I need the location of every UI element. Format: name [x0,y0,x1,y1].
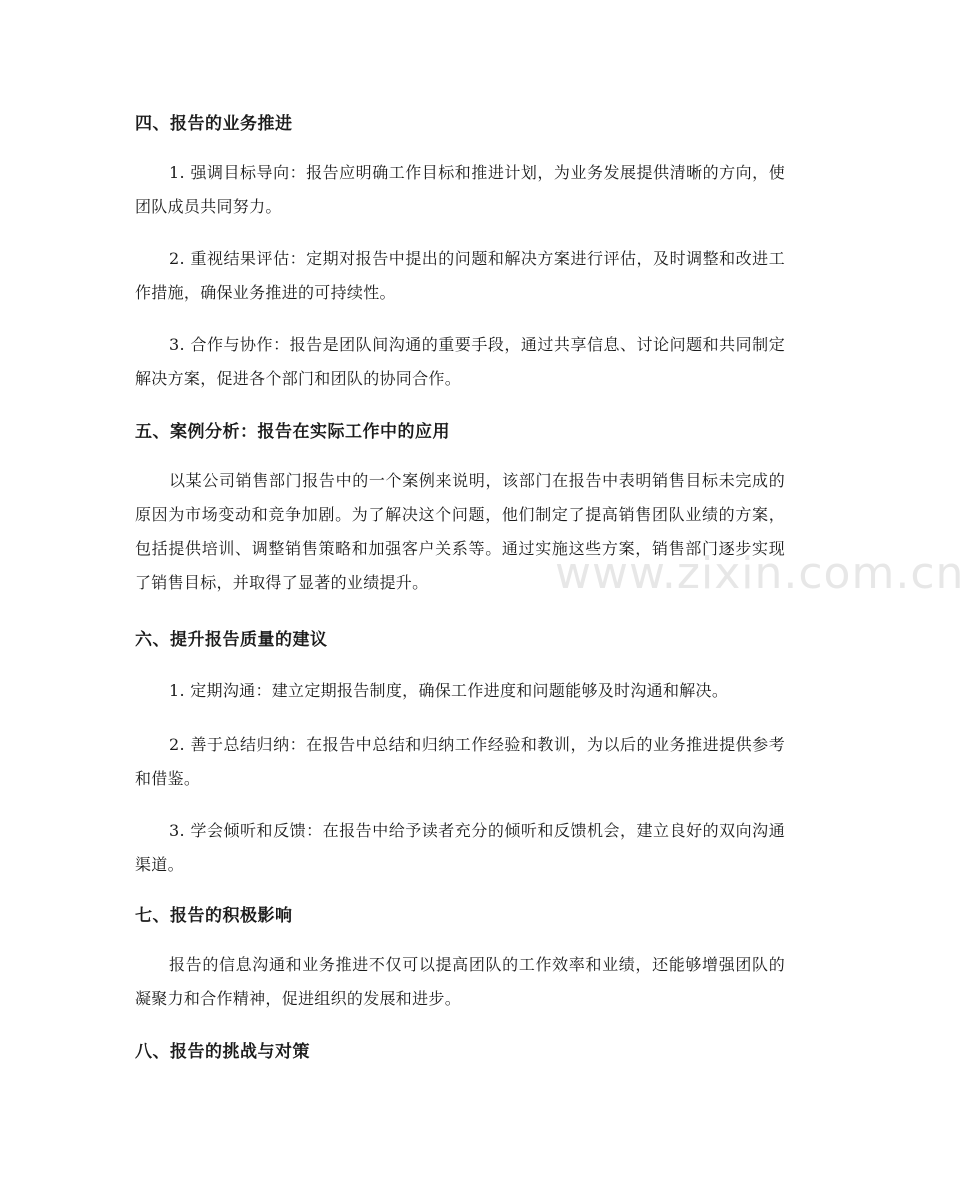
section-heading-8: 八、报告的挑战与对策 [135,1042,310,1062]
section-5-body: 以某公司销售部门报告中的一个案例来说明，该部门在报告中表明销售目标未完成的原因为市场变动和竞争加剧。为了解决这个问题，他们制定了提高销售团队业绩的方案，包括提供培训、调整销售策略和加强客户关系等。通过实施这些方案，销售部门逐步实现了销售目标，并取得了显著的业绩提升。 [135,471,785,592]
section-heading-5: 五、案例分析：报告在实际工作中的应用 [135,422,450,442]
section-6-item-1: 1. 定期沟通：建立定期报告制度，确保工作进度和问题能够及时沟通和解决。 [169,681,729,700]
section-heading-4: 四、报告的业务推进 [135,114,293,134]
section-7-body: 报告的信息沟通和业务推进不仅可以提高团队的工作效率和业绩，还能够增强团队的凝聚力和合作精神，促进组织的发展和进步。 [135,955,785,1008]
watermark: www.zixin.com.cn [555,548,964,599]
section-4-item-2: 2. 重视结果评估：定期对报告中提出的问题和解决方案进行评估，及时调整和改进工作措施，确保业务推进的可持续性。 [135,249,785,302]
section-6-item-2: 2. 善于总结归纳：在报告中总结和归纳工作经验和教训，为以后的业务推进提供参考和借鉴。 [135,735,785,788]
section-4-item-1: 1. 强调目标导向：报告应明确工作目标和推进计划，为业务发展提供清晰的方向，使团队成员共同努力。 [135,163,785,216]
section-heading-7: 七、报告的积极影响 [135,906,293,926]
section-6-item-3: 3. 学会倾听和反馈：在报告中给予读者充分的倾听和反馈机会，建立良好的双向沟通渠道。 [135,821,785,874]
section-4-item-3: 3. 合作与协作：报告是团队间沟通的重要手段，通过共享信息、讨论问题和共同制定解决方案，促进各个部门和团队的协同合作。 [135,335,785,388]
section-heading-6: 六、提升报告质量的建议 [135,630,328,650]
